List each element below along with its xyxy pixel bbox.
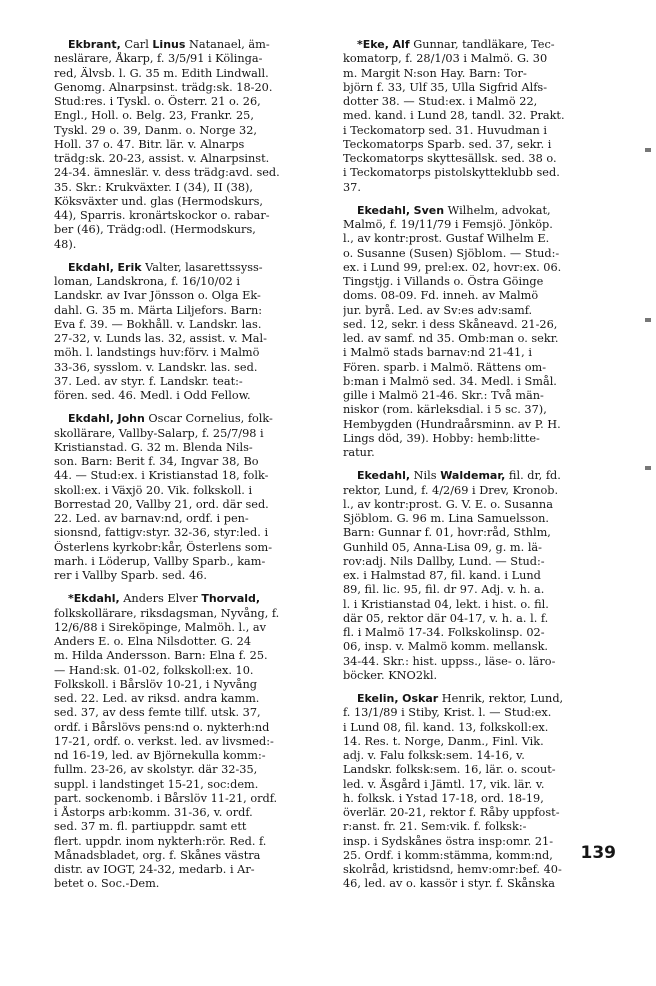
biography-entry: [343, 692, 618, 892]
entry-text-line: — Hand:sk. 01-02, folkskoll:ex. 10.: [54, 663, 254, 677]
entry-text-line: Landskr. folksk:sem. 16, lär. o. scout-: [343, 763, 556, 777]
entry-text-line: 44. — Stud:ex. i Kristianstad 18, folk-: [54, 469, 269, 483]
entry-first-line: [343, 204, 618, 218]
entry-text-line: Anders E. o. Elna Nilsdotter. G. 24: [54, 635, 252, 648]
entry-text-line: 25. Ordf. i komm:stämma, komm:nd,: [343, 848, 553, 862]
entry-first-line-text: Henrik, rektor, Lund,: [438, 692, 564, 705]
entry-text-line: möh. l. landstings huv:förv. i Malmö: [54, 346, 260, 360]
entry-text-line: rer i Vallby Sparb. sed. 46.: [54, 569, 207, 582]
entry-text-line: jur. byrå. Led. av Sv:es adv:samf.: [343, 303, 533, 317]
entry-text-line: Engl., Holl. o. Belg. 23, Frankr. 25,: [54, 109, 254, 123]
entry-text-line: dotter 38. — Stud:ex. i Malmö 22,: [343, 95, 538, 108]
right-column: [343, 38, 618, 901]
entry-text-line: Holl. 37 o. 47. Bitr. lär. v. Alnarps: [54, 137, 245, 151]
edge-mark: [645, 148, 651, 152]
entry-text-line: skoll:ex. i Växjö 20. Vik. folkskoll. i: [54, 483, 253, 497]
entry-first-line: [54, 592, 329, 606]
biography-entry: [343, 204, 618, 461]
entry-text-line: l., av kontr:prost. G. V. E. o. Susanna: [343, 497, 553, 511]
entry-text-line: Borrestad 20, Vallby 21, ord. där sed.: [54, 497, 269, 511]
entry-text-line: Köksväxter und. glas (Hermodskurs,: [54, 194, 264, 208]
entry-text-line: neslärare, Åkarp, f. 3/5/91 i Kölinga-: [54, 52, 263, 66]
entry-text-line: nd 16-19, led. av Björnekulla komm:-: [54, 749, 266, 762]
entry-text-line: son. Barn: Berit f. 34, Ingvar 38, Bo: [54, 455, 259, 468]
entry-call-name: Sven: [413, 203, 445, 217]
entry-text-line: loman, Landskrona, f. 16/10/02 i: [54, 275, 241, 288]
entry-call-name: Oskar: [402, 692, 439, 705]
entry-call-name: Alf: [392, 38, 410, 51]
entry-text-line: 24-34. ämneslär. v. dess trädg:avd. sed.: [54, 166, 280, 180]
entry-text-line: o. Susanne (Susen) Sjöblom. — Stud:-: [343, 246, 560, 260]
entry-headword: *Eke,: [357, 38, 389, 51]
biography-entry: [343, 38, 618, 195]
entry-call-name: John: [117, 412, 145, 426]
entry-text-line: folkskollärare, riksdagsman, Nyvång, f.: [54, 606, 280, 620]
entry-text-line: 14. Res. t. Norge, Danm., Finl. Vik.: [343, 734, 544, 748]
entry-text-line: Fören. sparb. i Malmö. Rättens om-: [343, 360, 547, 374]
entry-text-line: 17-21, ordf. o. verkst. led. av livsmed:-: [54, 734, 274, 748]
entry-text-line: Teckomatorps Sparb. sed. 37, sekr. i: [343, 137, 552, 151]
entry-first-line: [54, 261, 329, 275]
entry-text-line: ordf. i Bårslövs pens:nd o. nykterh:nd: [54, 720, 270, 734]
entry-text-line: rektor, Lund, f. 4/2/69 i Drev, Kronob.: [343, 483, 559, 497]
entry-text-line: Tyskl. 29 o. 39, Danm. o. Norge 32,: [54, 123, 257, 137]
entry-first-line-text: Gunnar, tandläkare, Tec-: [409, 38, 555, 51]
entry-headword: Ekelin,: [357, 692, 399, 705]
entry-text-line: 35. Skr.: Krukväxter. I (34), II (38),: [54, 180, 254, 194]
entry-first-line-text: Valter, lasarettssyss-: [141, 260, 263, 274]
entry-first-line: [343, 692, 618, 706]
entry-text-line: f. 13/1/89 i Stiby, Krist. l. — Stud:ex.: [343, 706, 552, 720]
entry-text-line: b:man i Malmö sed. 34. Medl. i Smål.: [343, 374, 557, 388]
entry-text-line: 46, led. av o. kassör i styr. f. Skånska: [343, 877, 555, 891]
entry-text-line: Folkskoll. i Bårslöv 10-21, i Nyvång: [54, 677, 258, 691]
page-number: 139: [580, 843, 616, 863]
entry-text-line: rov:adj. Nils Dallby, Lund. — Stud:-: [343, 554, 545, 568]
entry-text-line: dahl. G. 35 m. Märta Liljefors. Barn:: [54, 303, 263, 317]
entry-text-line: l. i Kristianstad 04, lekt. i hist. o. fil.: [343, 597, 549, 611]
entry-first-line: [54, 412, 329, 426]
entry-text-line: 12/6/88 i Sireköpinge, Malmöh. l., av: [54, 620, 267, 634]
entry-text-line: fl. i Malmö 17-34. Folkskolinsp. 02-: [343, 626, 545, 639]
entry-text-line: Månadsbladet, org. f. Skånes västra: [54, 848, 261, 862]
entry-text-line: 06, insp. v. Malmö komm. mellansk.: [343, 640, 549, 654]
entry-text-line: Malmö, f. 19/11/79 i Femsjö. Jönköp.: [343, 218, 553, 231]
entry-text-line: Tingstjg. i Villands o. Östra Göinge: [343, 275, 544, 288]
entry-given-name: Carl: [124, 38, 149, 51]
biography-entry: [54, 38, 329, 252]
entry-call-name: Erik: [117, 260, 142, 274]
entry-text-line: m. Hilda Andersson. Barn: Elna f. 25.: [54, 649, 268, 663]
entry-headword: Ekdahl,: [68, 260, 114, 274]
entry-text-line: Österlens kyrkobr:kår, Österlens som-: [54, 540, 273, 554]
entry-text-line: ex. i Lund 99, prel:ex. 02, hovr:ex. 06.: [343, 260, 562, 274]
entry-text-line: Gunhild 05, Anna-Lisa 09, g. m. lä-: [343, 540, 542, 554]
entry-text-line: 44), Sparris. kronärtskockor o. rabar-: [54, 209, 270, 222]
entry-text-line: ratur.: [343, 446, 375, 459]
entry-text-line: i Malmö stads barnav:nd 21-41, i: [343, 346, 532, 360]
entry-text-line: komatorp, f. 28/1/03 i Malmö. G. 30: [343, 52, 548, 66]
entry-text-line: 22. Led. av barnav:nd, ordf. i pen-: [54, 512, 249, 525]
entry-first-line-text: Natanael, äm-: [185, 38, 270, 51]
entry-text-line: red, Älvsb. l. G. 35 m. Edith Lindwall.: [54, 66, 269, 80]
entry-text-line: led. av samf. nd 35. Omb:man o. sekr.: [343, 332, 559, 345]
entry-text-line: björn f. 33, Ulf 35, Ulla Sigfrid Alfs-: [343, 80, 548, 94]
entry-text-line: fören. sed. 46. Medl. i Odd Fellow.: [54, 389, 251, 402]
entry-text-line: 89, fil. lic. 95, fil. dr 97. Adj. v. h. a.: [343, 583, 545, 597]
entry-headword: Ekbrant,: [68, 38, 121, 51]
entry-text-line: 34-44. Skr.: hist. uppss., läse- o. läro-: [343, 654, 556, 668]
entry-text-line: Landskr. av Ivar Jönsson o. Olga Ek-: [54, 289, 261, 303]
biography-entry: [54, 592, 329, 891]
entry-text-line: flert. uppdr. inom nykterh:rör. Red. f.: [54, 834, 267, 848]
entry-text-line: skollärare, Vallby-Salarp, f. 25/7/98 i: [54, 426, 264, 440]
entry-text-line: r:anst. fr. 21. Sem:vik. f. folksk:-: [343, 820, 527, 834]
edge-mark: [645, 318, 651, 322]
entry-call-name: Linus: [152, 38, 186, 51]
entry-text-line: sed. 12, sekr. i dess Skåneavd. 21-26,: [343, 317, 558, 331]
entry-text-line: skolråd, kristidsnd, hemv:omr:bef. 40-: [343, 863, 562, 876]
entry-text-line: m. Margit N:son Hay. Barn: Tor-: [343, 66, 527, 80]
entry-text-line: med. kand. i Lund 28, tandl. 32. Prakt.: [343, 109, 565, 123]
entry-text-line: betet o. Soc.-Dem.: [54, 877, 160, 891]
edge-mark: [645, 466, 651, 470]
entry-text-line: sionsnd, fattigv:styr. 32-36, styr:led. i: [54, 526, 269, 540]
entry-text-line: Hembygden (Hundraårsminn. av P. H.: [343, 417, 561, 431]
entry-text-line: gille i Malmö 21-46. Skr.: Två män-: [343, 389, 544, 402]
entry-text-line: Eva f. 39. — Bokhåll. v. Landskr. las.: [54, 317, 262, 331]
entry-headword: Ekdahl,: [68, 412, 114, 426]
entry-given-name: Nils: [413, 469, 437, 483]
entry-text-line: Kristianstad. G. 32 m. Blenda Nils-: [54, 440, 253, 454]
entry-text-line: part. sockenomb. i Bårslöv 11-21, ordf.: [54, 791, 278, 805]
entry-text-line: 48).: [54, 237, 77, 251]
entry-text-line: h. folksk. i Ystad 17-18, ord. 18-19,: [343, 791, 544, 805]
entry-text-line: överlär. 20-21, rektor f. Råby uppfost-: [343, 806, 560, 819]
entry-text-line: i Åstorps arb:komm. 31-36, v. ordf.: [54, 806, 253, 819]
entry-first-line-text: Wilhelm, advokat,: [444, 203, 551, 217]
entry-text-line: led. v. Åsgård i Jämtl. 17, vik. lär. v.: [343, 777, 545, 791]
entry-text-line: doms. 08-09. Fd. inneh. av Malmö: [343, 289, 539, 303]
entry-first-line: [343, 38, 618, 52]
entry-text-line: i Teckomatorp sed. 31. Huvudman i: [343, 123, 547, 137]
entry-headword: Ekedahl,: [357, 203, 411, 217]
entry-first-line: [343, 469, 618, 483]
entry-text-line: Barn: Gunnar f. 01, hovr:råd, Sthlm,: [343, 526, 551, 540]
entry-text-line: 27-32, v. Lunds las. 32, assist. v. Mal-: [54, 332, 267, 345]
entry-first-line: [54, 38, 329, 52]
entry-text-line: distr. av IOGT, 24-32, medarb. i Ar-: [54, 863, 255, 876]
biography-entry: [54, 412, 329, 583]
entry-text-line: adj. v. Falu folksk:sem. 14-16, v.: [343, 749, 525, 762]
entry-first-line-text: fil. dr, fd.: [505, 469, 561, 483]
biography-entry: [54, 261, 329, 404]
entry-text-line: 37.: [343, 180, 361, 194]
entry-text-line: i Teckomatorps pistolskytteklubb sed.: [343, 166, 560, 180]
entry-text-line: Stud:res. i Tyskl. o. Österr. 21 o. 26,: [54, 95, 261, 108]
entry-text-line: Genomg. Alnarpsinst. trädg:sk. 18-20.: [54, 80, 273, 94]
left-column: [54, 38, 329, 901]
entry-text-line: i Lund 08, fil. kand. 13, folkskoll:ex.: [343, 720, 549, 734]
entry-text-line: där 05, rektor där 04-17, v. h. a. l. f.: [343, 611, 549, 625]
entry-call-name: Thorvald,: [201, 592, 261, 606]
entry-text-line: marh. i Löderup, Vallby Sparb., kam-: [54, 554, 266, 568]
entry-given-name: Anders Elver: [123, 592, 198, 606]
entry-text-line: l., av kontr:prost. Gustaf Wilhelm E.: [343, 232, 550, 246]
entry-first-line-text: Oscar Cornelius, folk-: [144, 412, 273, 426]
entry-text-line: sed. 37, av dess femte tillf. utsk. 37,: [54, 706, 261, 720]
entry-text-line: ex. i Halmstad 87, fil. kand. i Lund: [343, 569, 541, 582]
entry-text-line: Sjöblom. G. 96 m. Lina Samuelsson.: [343, 512, 549, 525]
entry-text-line: sed. 22. Led. av riksd. andra kamm.: [54, 692, 260, 705]
entry-text-line: Teckomatorps skyttesällsk. sed. 38 o.: [343, 152, 557, 165]
entry-text-line: böcker. KNO2kl.: [343, 668, 438, 682]
entry-call-name: Waldemar,: [440, 469, 506, 483]
biography-entry: [343, 469, 618, 683]
entry-headword: Ekedahl,: [357, 469, 411, 483]
entry-text-line: insp. i Sydskånes östra insp:omr. 21-: [343, 834, 554, 848]
entry-text-line: sed. 37 m. fl. partiuppdr. samt ett: [54, 820, 247, 834]
entry-text-line: trädg:sk. 20-23, assist. v. Alnarpsinst.: [54, 152, 270, 165]
entry-text-line: fullm. 23-26, av skolstyr. där 32-35,: [54, 763, 258, 777]
entry-text-line: ber (46), Trädg:odl. (Hermodskurs,: [54, 223, 256, 237]
entry-text-line: suppl. i landstinget 15-21, soc:dem.: [54, 777, 259, 791]
entry-text-line: niskor (rom. kärleksdial. i 5 sc. 37),: [343, 403, 547, 417]
entry-headword: *Ekdahl,: [68, 592, 120, 606]
entry-text-line: 33-36, sysslom. v. Landskr. las. sed.: [54, 360, 258, 374]
entry-text-line: Lings död, 39). Hobby: hemb:litte-: [343, 431, 540, 445]
entry-text-line: 37. Led. av styr. f. Landskr. teat:-: [54, 374, 243, 388]
